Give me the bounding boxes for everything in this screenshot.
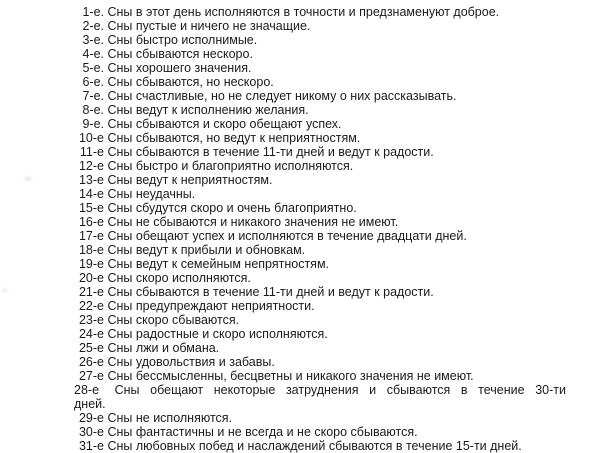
list-item (74, 369, 566, 383)
list-item (74, 117, 566, 131)
item-text: Сны сбываются нескоро. (107, 47, 253, 61)
list-item (74, 285, 566, 299)
item-number: 15-е (78, 201, 104, 215)
item-text: Сны удовольствия и забавы. (107, 355, 275, 369)
list-item (74, 243, 566, 257)
item-number: 26-е (78, 355, 104, 369)
item-number: 11-е (79, 145, 104, 159)
item-text: Сны хорошего значения. (107, 61, 252, 75)
list-item (74, 47, 566, 61)
item-number: 20-е (78, 271, 104, 285)
list-item (74, 355, 566, 369)
item-text: Сны ведут к исполнению желания. (107, 103, 309, 117)
list-item (74, 5, 566, 19)
list-item (74, 103, 566, 117)
list-item (74, 439, 566, 453)
item-text: Сны ведут к прибыли и обновкам. (107, 243, 306, 257)
item-text: Сны обещают некоторые затруднения и сбываются в течение 30-ти (114, 383, 566, 397)
item-text: Сны не исполняются. (107, 411, 233, 425)
item-text: Сны ведут к неприятностям. (107, 173, 273, 187)
item-number: 1-е. (82, 5, 104, 19)
item-text: Сны ведут к семейным непрятностям. (107, 257, 330, 271)
list-item (74, 229, 566, 243)
item-number: 8-е. (82, 103, 104, 117)
item-text: Сны в этот день исполняются в точности и предзнаменуют доброе. (107, 5, 500, 19)
list-item (74, 327, 566, 341)
list-item (74, 313, 566, 327)
item-number: 24-е (78, 327, 104, 341)
item-text: Сны сбудутся скоро и очень благоприятно. (107, 201, 357, 215)
list-item (74, 145, 566, 159)
item-number: 3-е. (82, 33, 104, 47)
list-item (74, 383, 566, 411)
item-text: Сны сбываются в течение 11-ти дней и ведут к радости. (107, 145, 434, 159)
scan-artifact (24, 176, 32, 182)
item-text: Сны обещают успех и исполняются в течение двадцати дней. (107, 229, 467, 243)
list-item (74, 187, 566, 201)
item-text: Сны сбываются и скоро обещают успех. (107, 117, 342, 131)
item-number: 19-е (78, 257, 104, 271)
list-item (74, 131, 566, 145)
item-number: 16-е (78, 215, 104, 229)
item-text: Сны предупреждают неприятности. (107, 299, 315, 313)
scan-artifact (2, 288, 8, 293)
list-item (74, 411, 566, 425)
item-number: 25-е (78, 341, 104, 355)
item-number: 6-е. (82, 75, 104, 89)
list-item (74, 173, 566, 187)
list-item (74, 159, 566, 173)
item-text: Сны скоро сбываются. (107, 313, 240, 327)
list-item (74, 19, 566, 33)
item-number: 18-е (78, 243, 104, 257)
item-number: 4-е. (82, 47, 104, 61)
list-item (74, 61, 566, 75)
item-number: 22-е (78, 299, 104, 313)
item-number: 31-е (78, 439, 104, 453)
item-text: Сны радостные и скоро исполняются. (107, 327, 328, 341)
item-line (74, 383, 566, 397)
item-number: 17-е (78, 229, 104, 243)
item-number: 29-е (78, 411, 104, 425)
item-text: Сны счастливые, но не следует никому о них рассказывать. (107, 89, 457, 103)
item-text: Сны любовных побед и наслаждений сбываются в течение 15-ти дней. (107, 439, 522, 453)
item-text-continuation: дней. (74, 397, 106, 411)
item-number: 13-е (78, 173, 104, 187)
list-item (74, 33, 566, 47)
item-number: 5-е. (82, 61, 104, 75)
item-number: 10-е (78, 131, 104, 145)
item-number: 27-е (78, 369, 104, 383)
item-text: Сны неудачны. (107, 187, 196, 201)
list-item (74, 257, 566, 271)
item-number: 23-е (78, 313, 104, 327)
list-item (74, 75, 566, 89)
item-number: 28-е (74, 383, 100, 397)
item-text: Сны пустые и ничего не значащие. (107, 19, 311, 33)
item-text: Сны сбываются в течение 11-ти дней и ведут к радости. (107, 285, 434, 299)
item-number: 30-е (78, 425, 104, 439)
item-number: 14-е (78, 187, 104, 201)
item-text: Сны фантастичны и не всегда и не скоро сбываются. (107, 425, 418, 439)
list-item (74, 341, 566, 355)
item-text: Сны лжи и обмана. (107, 341, 220, 355)
dream-list (74, 5, 566, 453)
item-text: Сны бессмысленны, бесцветны и никакого значения не имеют. (107, 369, 474, 383)
item-text: Сны не сбываются и никакого значения не имеют. (107, 215, 399, 229)
list-item (74, 425, 566, 439)
item-number: 12-е (78, 159, 104, 173)
item-text: Сны скоро исполняются. (107, 271, 251, 285)
item-number: 7-е. (82, 89, 104, 103)
list-item (74, 271, 566, 285)
list-item (74, 89, 566, 103)
item-text: Сны сбываются, но нескоро. (107, 75, 274, 89)
list-item (74, 215, 566, 229)
item-number: 9-е. (82, 117, 104, 131)
item-text: Сны сбываются, но ведут к неприятностям. (107, 131, 361, 145)
item-text: Сны быстро исполнимые. (107, 33, 258, 47)
list-item (74, 299, 566, 313)
item-number: 21-е (78, 285, 104, 299)
list-item (74, 201, 566, 215)
item-number: 2-е. (82, 19, 104, 33)
item-text: Сны быстро и благоприятно исполняются. (107, 159, 354, 173)
